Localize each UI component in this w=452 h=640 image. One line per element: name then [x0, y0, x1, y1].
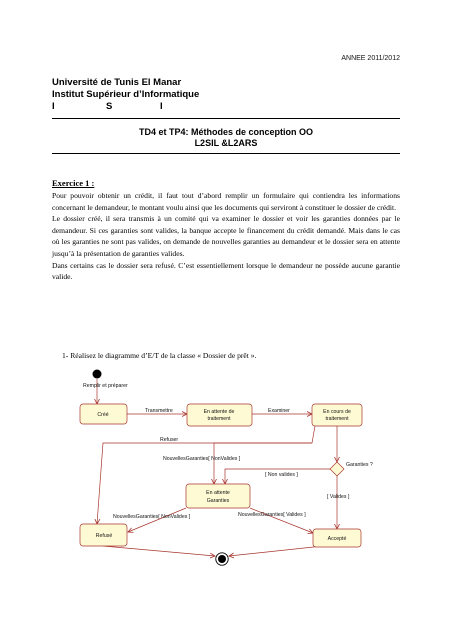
accepte-to-final-transition: [229, 546, 323, 556]
paragraph: Dans certains cas le dossier sera refusé. C’est essentiellement lorsque le demandeur ne possède aucune garantie valide.: [52, 260, 400, 282]
label-valides: [ Valides ]: [327, 494, 350, 500]
label-non-valides: [ Non valides ]: [265, 472, 298, 478]
label-initial: Remplir et préparer: [83, 383, 128, 389]
initial-node: [93, 370, 102, 379]
label-refuser: Refuser: [160, 437, 179, 443]
label-nouvelles-left: NouvellesGaranties[ NonValides ]: [113, 514, 191, 520]
label-accepte: Accepté: [327, 536, 347, 542]
label-cree: Créé: [97, 412, 109, 418]
label-attente-garanties-2: Garanties: [206, 498, 230, 504]
paragraph: Pour pouvoir obtenir un crédit, il faut tout d’abord remplir un formulaire qui contiendra les informations concernant le demandeur, le montant voulu ainsi que les documents qui serviront à constituer le dossier de crédit.: [52, 191, 400, 212]
label-nouvelles-top: NouvellesGaranties[ NonValides ]: [163, 456, 241, 462]
label-attente-garanties-1: En attente: [206, 490, 230, 496]
abbrev-letter: S: [106, 101, 113, 112]
label-refuse: Refusé: [95, 533, 113, 539]
tp-title: TD4 et TP4: Méthodes de conception OO: [138, 127, 314, 137]
state-en-cours: [312, 404, 362, 426]
academic-year: ANNEE 2011/2012: [341, 55, 400, 62]
decision-node: [330, 462, 344, 476]
label-transmettre: Transmettre: [145, 408, 173, 414]
state-attente-traitement: [187, 404, 252, 426]
abbrev-letter: I: [160, 101, 163, 112]
question-1: 1- Réalisez le diagramme d’E/T de la classe « Dossier de prêt ».: [62, 351, 257, 360]
refuse-to-final-transition: [103, 546, 215, 556]
refused-from-attente-transition: [128, 508, 186, 532]
label-en-cours-1: En cours de: [323, 409, 351, 415]
paragraph: Le dossier créé, il sera transmis à un comité qui va examiner le dossier et voir les garanties données par le demandeur. Si ces garanties sont valides, la banque accepte le financement du crédit demandé. Mais dans le cas où les garanties ne sont pas valides, on demande de nouvelles garanties au demandeur et le dossier sera en attente jusqu’à la présentation de garanties valides.: [52, 214, 400, 258]
label-examiner: Examiner: [268, 408, 290, 414]
institute-name: Institut Supérieur d’Informatique: [52, 89, 200, 100]
label-decision: Garanties ?: [346, 462, 373, 468]
state-boxes: [80, 404, 362, 547]
state-labels: [96, 409, 351, 542]
label-nouvelles-right: NouvellesGaranties[ Valides ]: [238, 512, 306, 518]
abbrev-letter: I: [52, 101, 55, 112]
label-en-cours-2: traitement: [325, 416, 349, 422]
final-node-dot: [218, 555, 226, 563]
label-attente-traitement-1: En attente de: [203, 409, 235, 415]
state-attente-garanties: [186, 484, 250, 508]
tp-classes: L2SIL &L2ARS: [194, 138, 258, 148]
label-attente-traitement-2: traitement: [207, 416, 231, 422]
university-name: Université de Tunis El Manar: [52, 77, 182, 88]
exercise-title: Exercice 1 :: [52, 178, 95, 188]
